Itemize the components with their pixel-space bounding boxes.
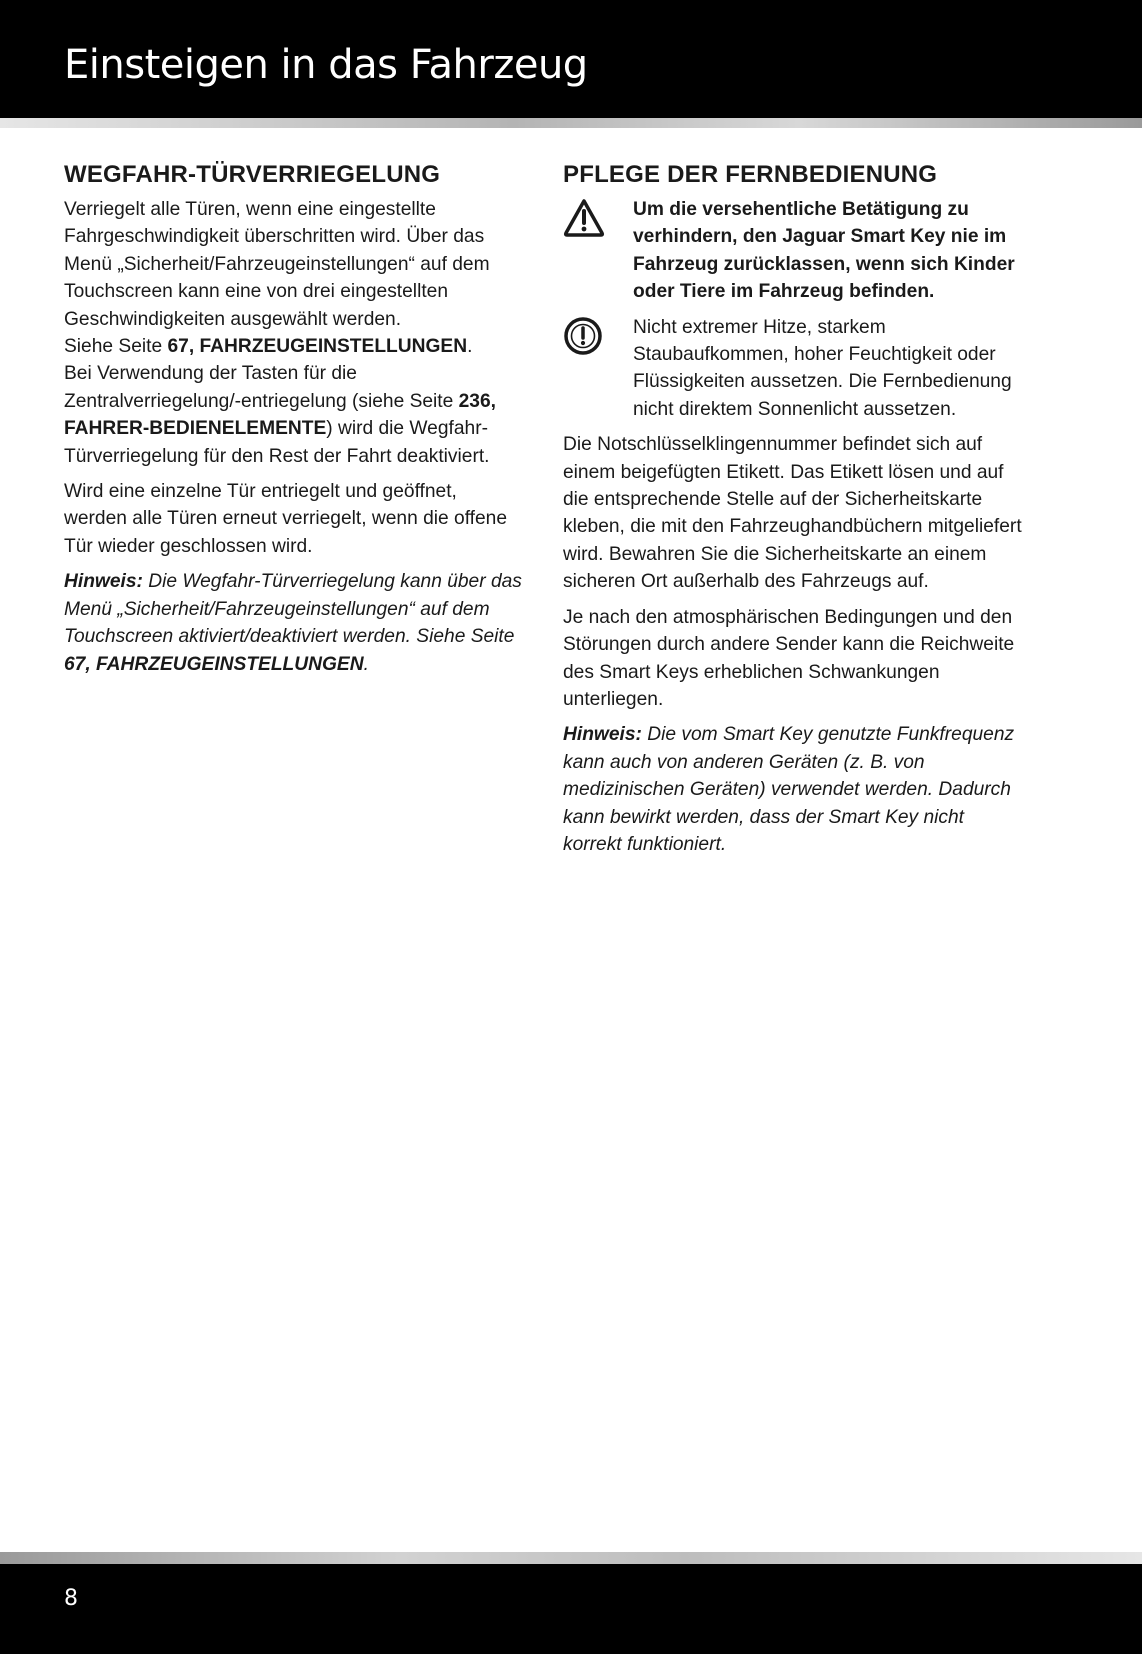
right-column	[563, 160, 1023, 866]
para2-suffix: ) wird die Wegfahr-Türverriegelung für den Rest der Fahrt deaktiviert.	[64, 418, 490, 467]
note-block	[64, 568, 524, 678]
see-suffix: .	[467, 336, 473, 358]
footer-divider	[0, 1552, 1142, 1564]
note-suffix: .	[363, 653, 369, 675]
left-column	[64, 160, 524, 686]
paragraph-intro: Verriegelt alle Türen, wenn eine eingestellte Fahrgeschwindigkeit überschritten wird. Über das Menü „Sicherheit/Fahrzeugeinstellungen“ auf dem Touchscreen kann eine von drei eingestellten Geschwindigkeiten ausgewählt werden.	[64, 199, 490, 330]
section-heading-wegfahr: WEGFAHR-TÜRVERRIEGELUNG	[64, 161, 441, 188]
note-label: Hinweis:	[563, 724, 642, 746]
caution-circle-icon	[563, 316, 603, 356]
note-text: Die Wegfahr-Türverriegelung kann über das Menü „Sicherheit/Fahrzeugeinstellungen“ auf dem Touchscreen aktiviert/deaktiviert werden. Siehe Seite	[64, 571, 522, 648]
paragraph-central-locking	[64, 360, 524, 470]
page-number: 8	[64, 1586, 78, 1611]
warning-block	[563, 196, 1023, 306]
page-title: Einsteigen in das Fahrzeug	[64, 42, 588, 88]
paragraph-emergency-key: Die Notschlüsselklingennummer befindet sich auf einem beigefügten Etikett. Das Etikett lösen und auf die entsprechende Stelle auf der Sicherheitskarte kleben, die mit den Fahrzeughandbüchern mitgeliefert wird. Bewahren Sie die Sicherheitskarte an einem sicheren Ort außerhalb des Fahrzeugs auf.	[563, 434, 1022, 593]
note-text: Die vom Smart Key genutzte Funkfrequenz kann auch von anderen Geräten (z. B. von medizinischen Geräten) verwendet werden. Dadurch kann bewirkt werden, dass der Smart Key nicht korrekt funktioniert.	[563, 724, 1015, 855]
caution-block	[563, 314, 1023, 424]
para2-prefix: Bei Verwendung der Tasten für die Zentralverriegelung/-entriegelung (siehe Seite	[64, 363, 459, 412]
section-heading-pflege: PFLEGE DER FERNBEDIENUNG	[563, 161, 938, 188]
page-reference-link[interactable]: 67, FAHRZEUGEINSTELLUNGEN	[64, 653, 364, 675]
page-footer	[0, 1564, 1142, 1654]
warning-text: Um die versehentliche Betätigung zu verhindern, den Jaguar Smart Key nie im Fahrzeug zurücklassen, wenn sich Kinder oder Tiere im Fahrzeug befinden.	[633, 199, 1015, 303]
paragraph-single-door: Wird eine einzelne Tür entriegelt und geöffnet, werden alle Türen erneut verriegelt, wenn die offene Tür wieder geschlossen wird.	[64, 481, 508, 557]
header-divider	[0, 118, 1142, 128]
page-reference-link[interactable]: 67, FAHRZEUGEINSTELLUNGEN	[167, 336, 468, 358]
page-reference-link[interactable]: 236, FAHRER-BEDIENELEMENTE	[64, 390, 496, 440]
paragraph-range: Je nach den atmosphärischen Bedingungen und den Störungen durch andere Sender kann die Reichweite des Smart Keys erheblichen Schwankungen unterliegen.	[563, 606, 1015, 710]
caution-text: Nicht extremer Hitze, starkem Staubaufkommen, hoher Feuchtigkeit oder Flüssigkeiten aussetzen. Die Fernbedienung nicht direktem Sonnenlicht aussetzen.	[633, 316, 1012, 420]
cross-reference	[64, 333, 524, 360]
warning-triangle-icon	[563, 198, 605, 238]
see-prefix: Siehe Seite	[64, 336, 168, 358]
note-block	[563, 721, 1023, 858]
note-label: Hinweis:	[64, 571, 143, 593]
